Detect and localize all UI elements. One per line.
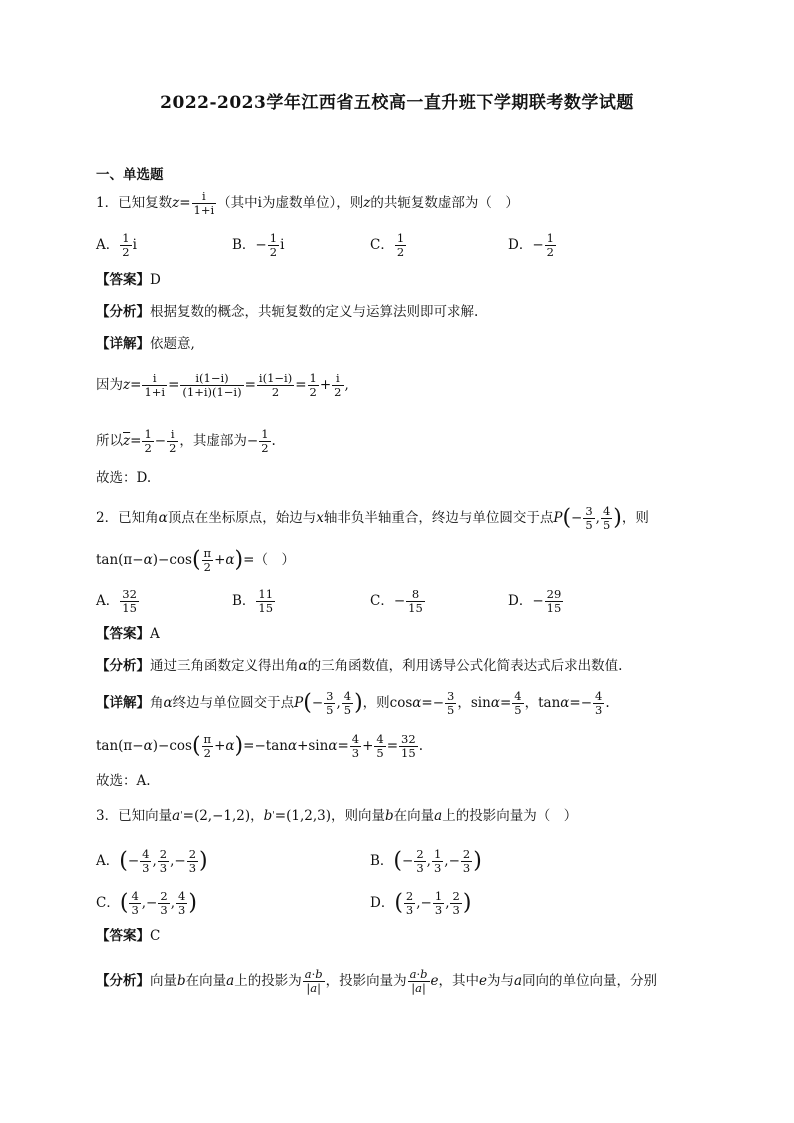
- q1-stem: 1．已知复数z= $\frac{i}{1+i}$ （其中i为虚数单位），则z的共轭复数虚部为（ ）: [96, 189, 519, 217]
- q2-choose: 故选：A.: [96, 773, 151, 789]
- q3-option-d: D．( $\frac{2}{3}$ ,− $\frac{1}{3}$ , $\frac{2}{3}$ ): [370, 889, 472, 917]
- q1-option-b: B．− $\frac{1}{2}$ i: [232, 231, 285, 259]
- q1-analysis: 【分析】根据复数的概念，共轭复数的定义与运算法则即可求解.: [96, 304, 479, 320]
- q1-option-c: C． $\frac{1}{2}$: [370, 231, 405, 259]
- q2-expression: tan(π−α)−cos( $\frac{\pi}{2}$ +α)=（ ）: [96, 546, 295, 574]
- q1-option-a: A． $\frac{1}{2}$ i: [96, 231, 137, 259]
- q1-choose: 故选：D.: [96, 470, 152, 486]
- q2-analysis: 【分析】通过三角函数定义得出角α的三角函数值，利用诱导公式化简表达式后求出数值.: [96, 658, 623, 674]
- q2-option-b: B． $\frac{11}{15}$: [232, 587, 274, 615]
- q2-stem: 2．已知角α顶点在坐标原点，始边与x轴非负半轴重合，终边与单位圆交于点P(− $\frac{3}{5}$ , $\frac{4}{5}$ )，则: [96, 504, 649, 532]
- q1-option-d: D．− $\frac{1}{2}$: [508, 231, 554, 259]
- q2-option-c: C．− $\frac{8}{15}$: [370, 587, 423, 615]
- q3-option-c: C．( $\frac{4}{3}$ ,− $\frac{2}{3}$ , $\frac{4}{3}$ ): [96, 889, 197, 917]
- q2-detail: 【详解】角α终边与单位圆交于点P(− $\frac{3}{5}$ , $\frac{4}{5}$ )，则cosα=− $\frac{3}{5}$ ，sinα= $\frac{4}{5}$ ，tanα=− $\frac{4}{3}$ .: [96, 689, 610, 717]
- q1-calc: 因为z= $\frac{i}{1+i}$ = $\frac{i(1-i)}{(1+i)(1-i)}$ = $\frac{i(1-i)}{2}$ = $\frac{1}{2}$ + $\frac{i}{2}$ ,: [96, 371, 349, 399]
- q2-option-d: D．− $\frac{29}{15}$: [508, 587, 562, 615]
- q3-option-b: B．(− $\frac{2}{3}$ , $\frac{1}{3}$ ,− $\frac{2}{3}$ ): [370, 847, 482, 875]
- section-heading: 一、单选题: [96, 167, 164, 183]
- q3-stem: 3．已知向量a'=(2,−1,2)，b'=(1,2,3)，则向量b在向量a上的投影向量为（ ）: [96, 808, 578, 824]
- q3-answer: 【答案】C: [96, 928, 161, 944]
- q3-analysis: 【分析】向量b在向量a上的投影为 $\frac{a\cdot b}{|a|}$ ，投影向量为 $\frac{a\cdot b}{|a|}$ e，其中e为与a同向的单位向量，分别: [96, 967, 658, 995]
- q1-conclusion: 所以$\overline{z}=$ $\frac{1}{2}$ − $\frac{i}{2}$ ，其虚部为− $\frac{1}{2}$ .: [96, 427, 276, 455]
- q3-option-a: A．(− $\frac{4}{3}$ , $\frac{2}{3}$ ,− $\frac{2}{3}$ ): [96, 847, 208, 875]
- q2-answer: 【答案】A: [96, 626, 160, 642]
- q2-option-a: A． $\frac{32}{15}$: [96, 587, 137, 615]
- q1-detail: 【详解】依题意,: [96, 336, 195, 352]
- q2-calc: tan(π−α)−cos( $\frac{\pi}{2}$ +α)=−tanα+sinα= $\frac{4}{3}$ + $\frac{4}{5}$ = $\frac{32}{15}$ .: [96, 732, 423, 760]
- page-title: 2022-2023学年江西省五校高一直升班下学期联考数学试题: [160, 93, 634, 113]
- q1-answer: 【答案】D: [96, 272, 161, 288]
